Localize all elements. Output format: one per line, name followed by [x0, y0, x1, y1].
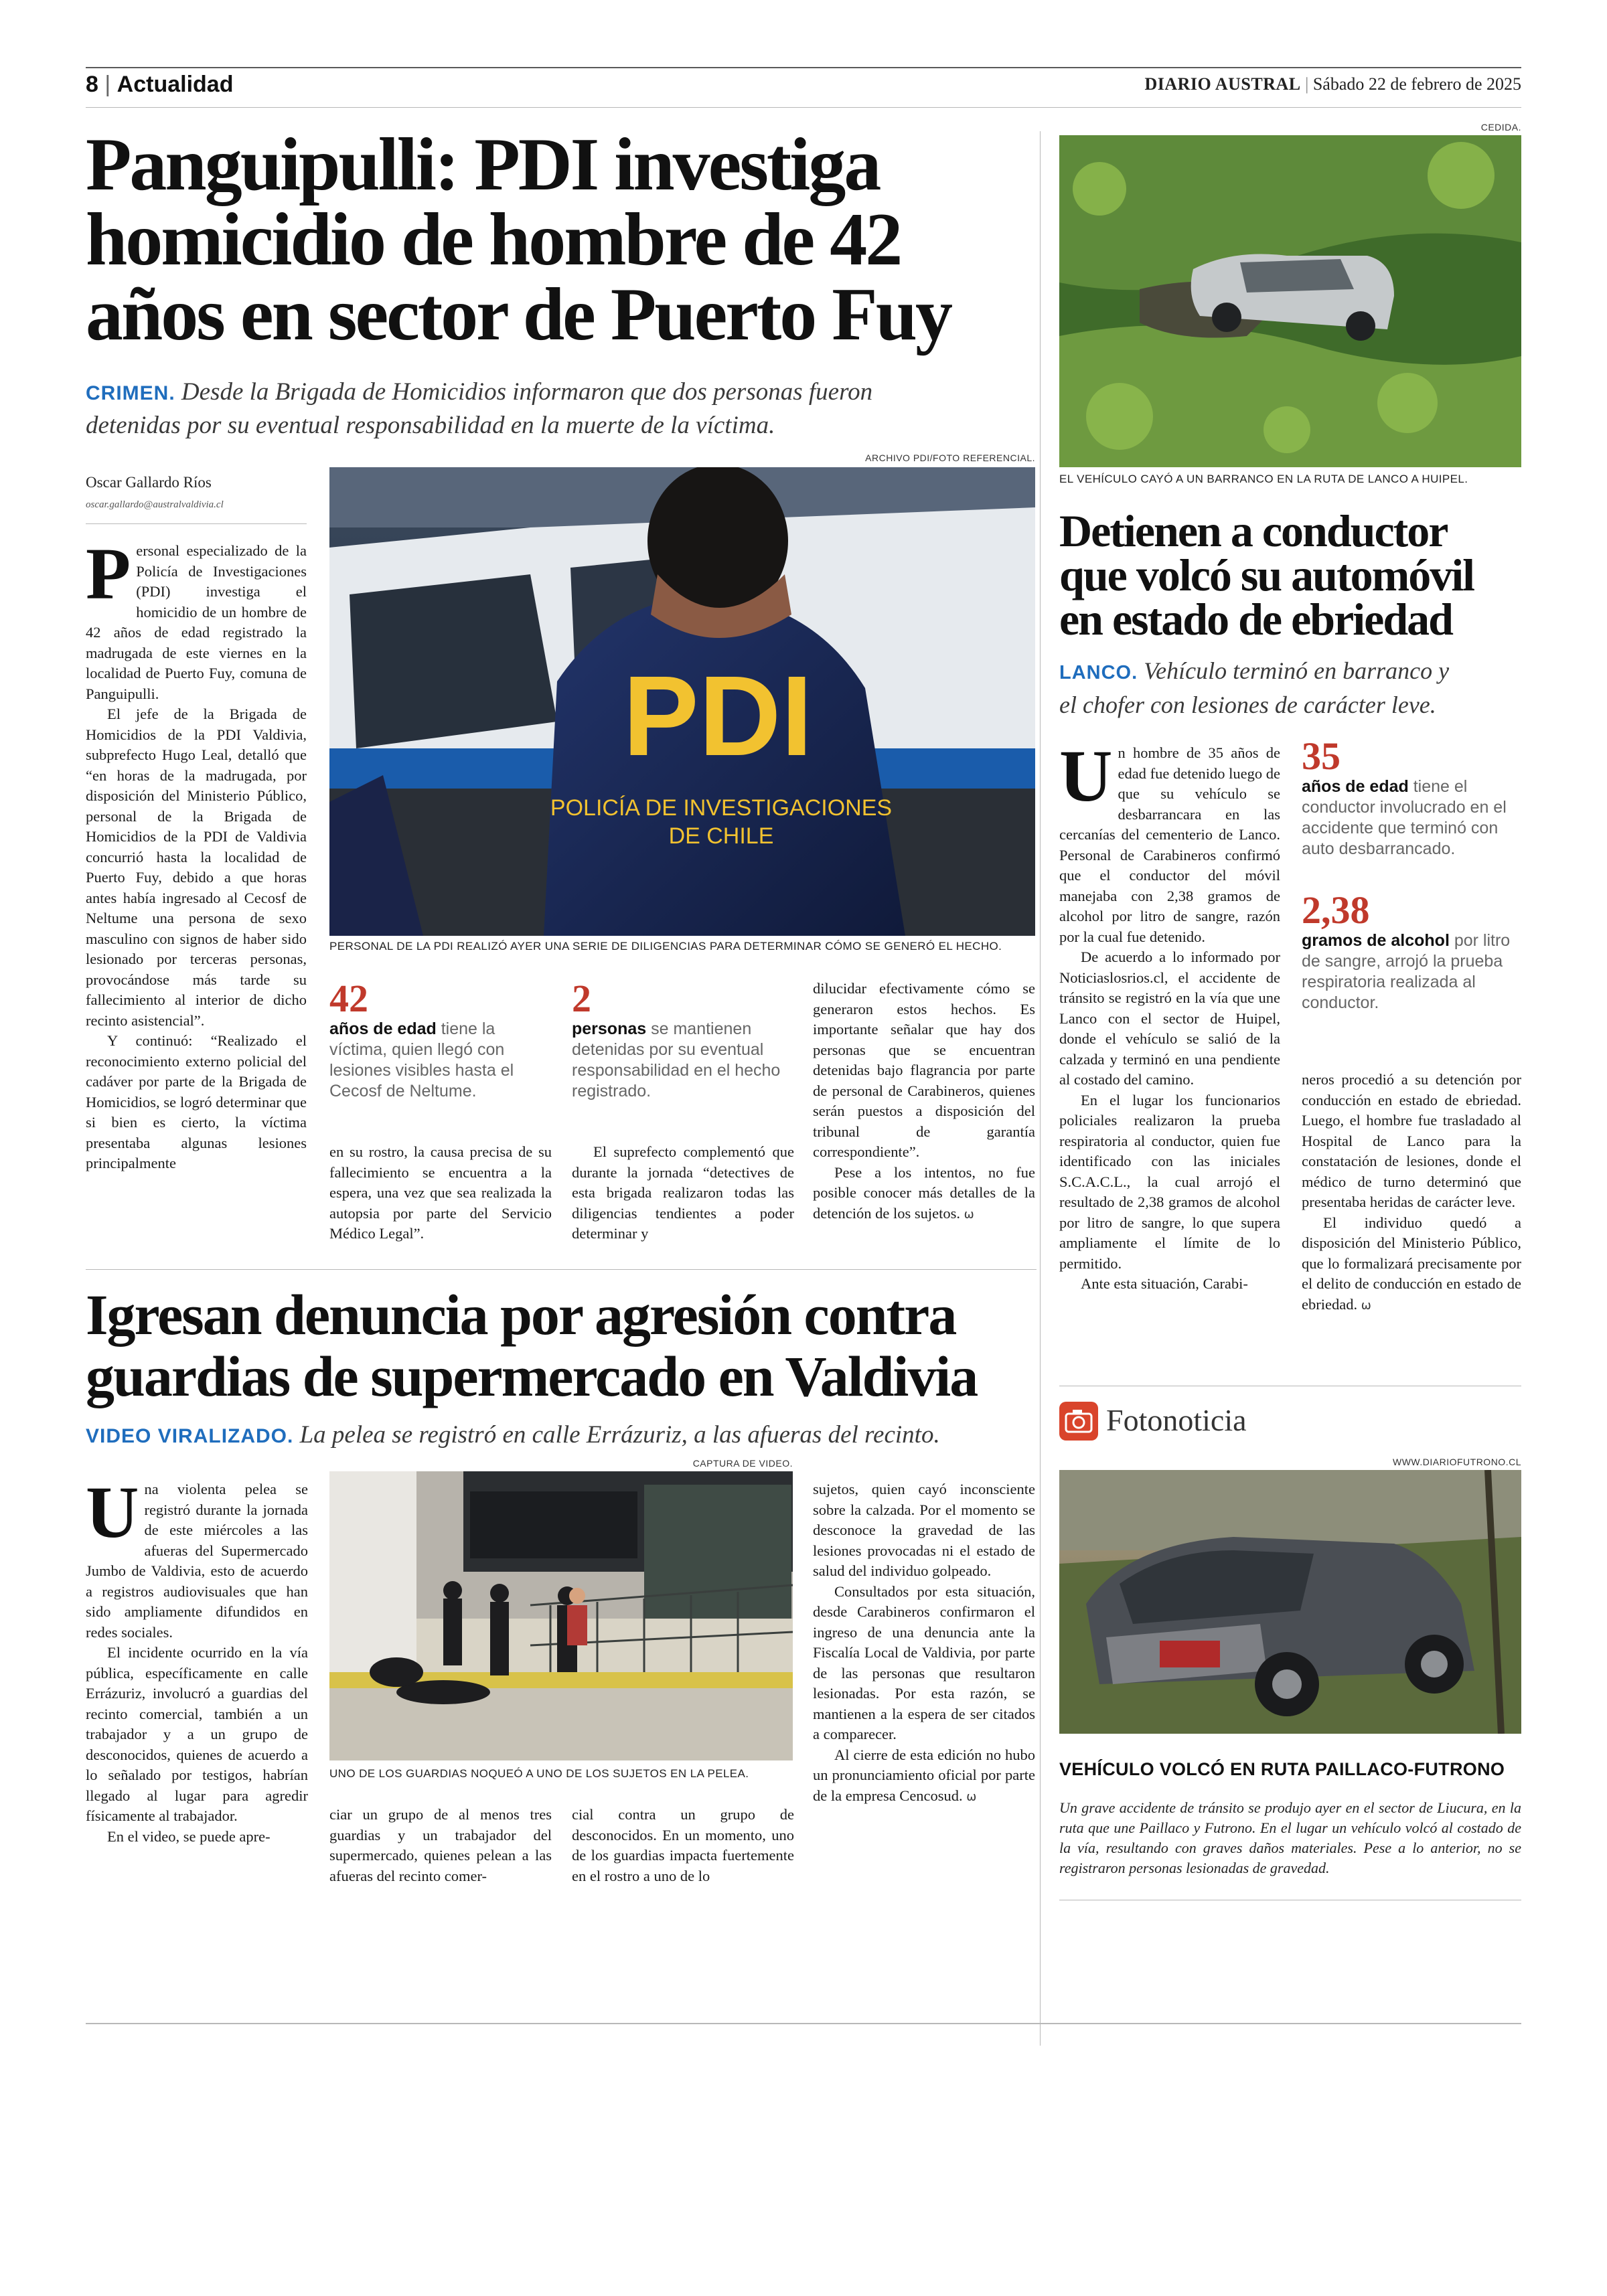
newspaper-name: DIARIO AUSTRAL	[1144, 74, 1301, 94]
article3-column2-p2: El individuo quedó a disposición del Ministerio Público, que lo formalizará precisamente por el delito de conducción en estado de ebriedad.	[1302, 1214, 1521, 1313]
article3-headline	[1059, 505, 1521, 645]
article1-column4-p2: Pese a los intentos, no fue posible conocer más detalles de la detención de los sujetos.	[813, 1163, 1035, 1222]
article2-kicker-label: VIDEO VIRALIZADO.	[86, 1425, 294, 1447]
article2-kicker-text: La pelea se registró en calle Errázuriz, a las afueras del recinto.	[299, 1421, 940, 1449]
article1-paragraph2: El jefe de la Brigada de Homicidios de la PDI Valdivia, subprefecto Hugo Leal, detalló que “en horas de la madrugada, por disposición del Ministerio Público, personal de la Brigada de Homicidios de la PDI de Valdivia concurrió hasta la localidad de Puerto Fuy, debido a que horas antes había ingresado al Cecosf de Neltume una persona de sexo masculino con signos de haber sido lesionado por terceras personas, provocándose más tarde su fallecimiento al interior de dicho recinto asistencial”.	[86, 706, 307, 1029]
article3-paragraph1: n hombre de 35 años de edad fue detenido luego de que su vehículo se desbarrancara en las cercanías del cementerio de Lanco. Personal de Carabineros confirmó que el conductor del móvil manejaba con 2,38 gramos de alcohol por litro de sangre, razón por la cual fue detenido.	[1059, 744, 1280, 945]
article1-photo-caption: PERSONAL DE LA PDI REALIZÓ AYER UNA SERIE DE DILIGENCIAS PARA DETERMINAR CÓMO SE GENERÓ EL HECHO.	[329, 940, 1002, 953]
article1-headline-line2: homicidio de hombre de 42	[86, 198, 901, 281]
article2-paragraph2: El incidente ocurrido en la vía pública, específicamente en calle Errázuriz, involucró a guardias del recinto comercial, también a un trabajador y a un grupo de desconocidos, quienes de acuerdo a lo señalado por testigos, habrían llegado al lugar para agredir físicamente al trabajador.	[86, 1644, 308, 1824]
jacket-pdi-text: PDI	[623, 653, 813, 780]
article1-headline-line1: Panguipulli: PDI investiga	[86, 123, 880, 206]
article2-column1	[86, 1479, 308, 1928]
article1-kicker-label: CRIMEN.	[86, 382, 175, 404]
article3-column1	[1059, 743, 1280, 1371]
stat-35-number: 35	[1302, 734, 1341, 778]
header-bottom-rule	[86, 107, 1521, 108]
article2-column3-text: cial contra un grupo de desconocidos. En un momento, uno de los guardias impacta fuertemente en el rostro a uno de lo	[572, 1806, 794, 1884]
stat-35-label: años de edad	[1302, 777, 1409, 796]
article2-dropcap: U	[86, 1479, 139, 1553]
article3-kicker-text2: el chofer con lesiones de carácter leve.	[1059, 691, 1436, 718]
stat-42-number: 42	[329, 977, 368, 1020]
article3-photo-credit: CEDIDA.	[1480, 122, 1521, 133]
fotonoticia-title: Fotonoticia	[1106, 1403, 1247, 1437]
fotonoticia-text: Un grave accidente de tránsito se produjo ayer en el sector de Liucura, en la ruta que une Paillaco y Futrono. En el lugar un vehículo volcó al costado de la vía, resultando con graves daños materiales. Pese a lo anterior, no se registraron personas lesionadas de gravedad.	[1059, 1799, 1521, 1876]
article1-column2	[329, 1142, 552, 1256]
article2-column3	[572, 1805, 794, 1928]
article3-photo-caption: EL VEHÍCULO CAYÓ A UN BARRANCO EN LA RUTA DE LANCO A HUIPEL.	[1059, 473, 1468, 485]
article1-column1	[86, 541, 307, 1256]
stat-2-label: personas	[572, 1019, 647, 1038]
article1-bottom-rule	[86, 1269, 1037, 1270]
byline-rule	[86, 523, 307, 524]
supermarket-fight-photo	[329, 1471, 793, 1760]
article2-headline-line1: Igresan denuncia por agresión contra	[86, 1283, 956, 1347]
article1-stat2	[572, 979, 794, 1102]
article2-paragraph3: En el video, se puede apre-	[107, 1827, 271, 1845]
article1-column4-p1: dilucidar efectivamente cómo se generaron estos hechos. Es importante señalar que hay dos personas que se encuentran detenidas bajo flagrancia por parte de personal de Carabineros, quienes serán puestos a disposición del tribunal de garantía correspondiente”.	[813, 980, 1035, 1160]
article3-kicker-label: LANCO.	[1059, 662, 1138, 683]
page-section-label: 8 | Actualidad	[86, 72, 234, 97]
end-mark-icon: ω	[1361, 1298, 1371, 1313]
stat-238-number: 2,38	[1302, 888, 1370, 932]
article2-column4	[813, 1479, 1035, 1928]
article3-dropcap: U	[1059, 743, 1113, 817]
header-masthead: DIARIO AUSTRAL | Sábado 22 de febrero de 2025	[1144, 74, 1521, 94]
article1-dropcap: P	[86, 541, 131, 614]
article2-headline-line2: guardias de supermercado en Valdivia	[86, 1344, 978, 1408]
article1-kicker	[86, 376, 1037, 442]
article3-headline-line1: Detienen a conductor	[1059, 505, 1448, 556]
article2-kicker	[86, 1419, 1037, 1453]
issue-date: Sábado 22 de febrero de 2025	[1312, 74, 1521, 94]
article2-column4-p3: Al cierre de esta edición no hubo un pronunciamiento oficial por parte de la empresa Cencosud.	[813, 1746, 1035, 1804]
article1-column2-text: en su rostro, la causa precisa de su fallecimiento se encuentra a la espera, una vez que sea realizada la autopsia por parte del Servicio Médico Legal”.	[329, 1143, 552, 1242]
article3-column2-p1: neros procedió a su detención por conducción en estado de ebriedad. Luego, el hombre fue trasladado al Hospital de Lanco para la constatación de lesiones, donde el médico de turno determinó que presentaba heridas de carácter leve.	[1302, 1071, 1521, 1210]
article1-author: Oscar Gallardo Ríos	[86, 474, 212, 491]
article3-column2	[1302, 1070, 1521, 1371]
article3-stat1	[1302, 736, 1521, 859]
article3-headline-line2: que volcó su automóvil	[1059, 550, 1474, 600]
pdi-photo	[329, 467, 1035, 936]
stat-35-text: tiene el conductor involucrado en el accidente que terminó con auto desbarrancado.	[1302, 777, 1507, 858]
article2-column4-p1: sujetos, quien cayó inconsciente sobre la calzada. Por el momento se desconoce la gravedad de las lesiones provocadas ni el estado de salud del individuo golpeado.	[813, 1481, 1035, 1579]
stat-2-number: 2	[572, 977, 591, 1020]
stat-42-label: años de edad	[329, 1019, 437, 1038]
article3-stat2	[1302, 890, 1521, 1013]
article1-column4	[813, 979, 1035, 1256]
article1-photo-credit: ARCHIVO PDI/FOTO REFERENCIAL.	[865, 453, 1035, 463]
jacket-line1: POLICÍA DE INVESTIGACIONES	[550, 795, 893, 821]
article1-column3	[572, 1142, 794, 1256]
article1-kicker-text1: Desde la Brigada de Homicidios informaron que dos personas fueron	[181, 378, 873, 406]
article1-column3-text: El suprefecto complementó que durante la jornada “detectives de esta brigada realizaron todas las diligencias tendientes a poder determinar y	[572, 1143, 794, 1242]
article3-kicker	[1059, 655, 1521, 721]
stat-2-text: se mantienen detenidas por su eventual responsabilidad en el hecho registrado.	[572, 1019, 781, 1100]
article2-column4-p2: Consultados por esta situación, desde Carabineros confirmaron el ingreso de una denuncia ante la Fiscalía Local de Valdivia, por parte de las personas que resultaron lesionadas. Por esta razón, se mantienen a la espera de ser citados a comparecer.	[813, 1582, 1035, 1742]
article3-headline-line3: en estado de ebriedad	[1059, 594, 1452, 645]
article1-email: oscar.gallardo@australvaldivia.cl	[86, 499, 224, 510]
article2-photo-caption: UNO DE LOS GUARDIAS NOQUEÓ A UNO DE LOS SUJETOS EN LA PELEA.	[329, 1767, 749, 1780]
barranco-car-photo	[1059, 135, 1521, 467]
article1-paragraph1: ersonal especializado de la Policía de Investigaciones (PDI) investiga el homicidio de un hombre de 42 años de edad registrado la madrugada de este viernes en la localidad de Puerto Fuy, comuna de Panguipulli.	[86, 542, 307, 702]
article2-photo-credit: CAPTURA DE VIDEO.	[692, 1458, 793, 1469]
article2-headline	[86, 1284, 1037, 1407]
column-divider	[1040, 131, 1041, 2046]
camera-icon	[1059, 1402, 1098, 1441]
stat-42-text: tiene la víctima, quien llegó con lesiones visibles hasta el Cecosf de Neltume.	[329, 1019, 514, 1100]
article3-paragraph2: De acuerdo a lo informado por Noticiaslosrios.cl, el accidente de tránsito se registró en la vía que une Lanco con el sector de Huipel, donde el vehículo se salió de la calzada y terminó en una pendiente al costado del camino.	[1059, 949, 1280, 1088]
jacket-line2: DE CHILE	[668, 823, 774, 849]
stat-238-label: gramos de alcohol	[1302, 931, 1450, 950]
article2-column2-text: ciar un grupo de al menos tres guardias y un trabajador del supermercado, quienes pelean a las afueras del recinto comer-	[329, 1806, 552, 1884]
overturned-car-photo	[1059, 1470, 1521, 1734]
end-mark-icon: ω	[964, 1207, 974, 1222]
section-name: Actualidad	[117, 72, 234, 97]
page-number: 8	[86, 72, 98, 97]
article1-paragraph3: Y continuó: “Realizado el reconocimiento externo policial del cadáver por parte de la Brigada de Homicidios, se logró determinar que si bien es cierto, la víctima presentaba algunas lesiones principalmente	[86, 1032, 307, 1171]
article1-kicker-text2: detenidas por su eventual responsabilidad en la muerte de la víctima.	[86, 412, 775, 439]
article1-headline-line3: años en sector de Puerto Fuy	[86, 273, 951, 356]
article3-kicker-text1: Vehículo terminó en barranco y	[1144, 657, 1450, 684]
article2-paragraph1: na violenta pelea se registró durante la jornada de este miércoles a las afueras del Supermercado Jumbo de Valdivia, esto de acuerdo a registros audiovisuales que han sido ampliamente difundidos en redes sociales.	[86, 1481, 308, 1641]
page-bottom-rule	[86, 2023, 1521, 2024]
stat-238-text: por litro de sangre, arrojó la prueba respiratoria realizada al conductor.	[1302, 931, 1511, 1012]
article3-paragraph3: En el lugar los funcionarios policiales realizaron la prueba respiratoria al conductor, quien fue identificado con las iniciales S.C.A.C.L., la cual arrojó el resultado de 2,38 gramos de alcohol por litro de sangre, lo que supera ampliamente el límite de lo permitido.	[1059, 1091, 1280, 1272]
fotonoticia-photo-credit: WWW.DIARIOFUTRONO.CL	[1393, 1457, 1521, 1467]
fotonoticia-caption-title: VEHÍCULO VOLCÓ EN RUTA PAILLACO-FUTRONO	[1059, 1759, 1505, 1779]
end-mark-icon: ω	[966, 1789, 977, 1804]
article2-column2	[329, 1805, 552, 1928]
article1-stat1	[329, 979, 552, 1102]
article1-headline	[86, 123, 1037, 356]
article3-paragraph4: Ante esta situación, Carabi-	[1081, 1275, 1248, 1292]
